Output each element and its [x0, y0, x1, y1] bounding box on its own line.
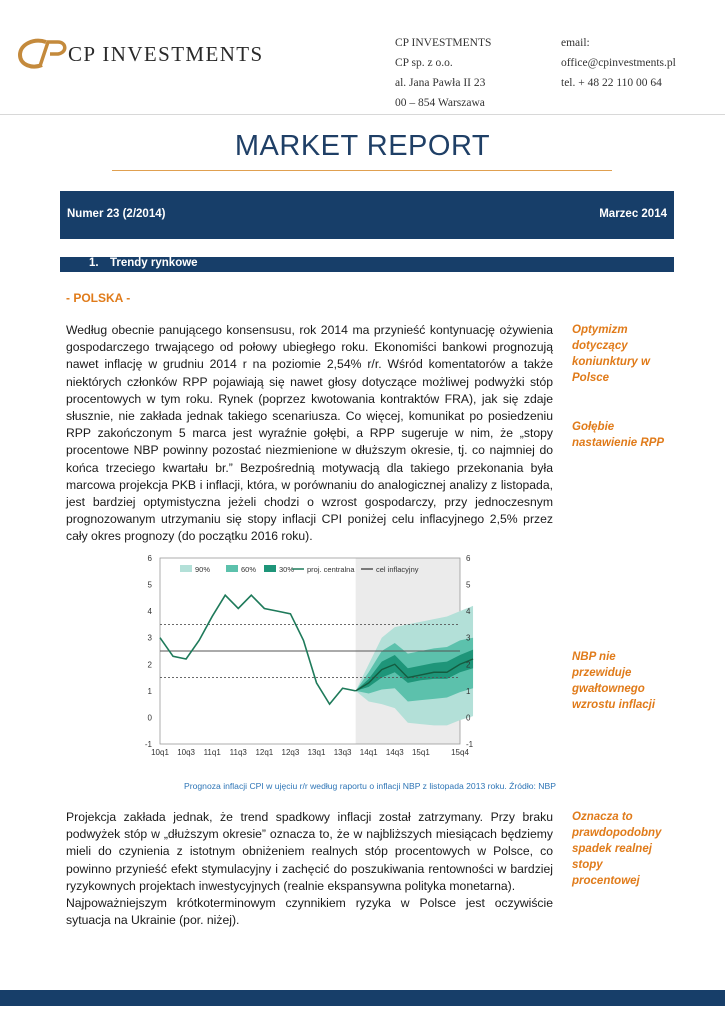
y-tick-label-left: 1 [147, 686, 152, 696]
x-tick-label: 15q1 [411, 748, 430, 757]
x-tick-label: 13q1 [307, 748, 326, 757]
y-tick-label-left: 2 [147, 660, 152, 670]
y-tick-label-left: 0 [147, 713, 152, 723]
x-tick-label: 13q3 [333, 748, 352, 757]
y-tick-label-right: 0 [466, 713, 471, 723]
y-tick-label-left: -1 [144, 740, 152, 749]
legend-label: 30% [279, 565, 295, 574]
paragraph-text: Projekcja zakłada jednak, że trend spadkowy inflacji został zatrzymany. Przy braku podwyżek stóp w „dłuższym okresie” oznacza to, że w najbliższych miesiącach będziemy mieli do czynienia z istotnym obniżeniem realnych stóp procentowych w Polsce, co powinno przynieść efekt stymulacyjny i zachęcić do poszukiwania rentowności w bardziej ryzykownych projektach inwestycyjnych (realnie ekspansywna polityka monetarna). [66, 810, 553, 893]
legend-swatch [226, 565, 238, 572]
legend-label: 90% [195, 565, 211, 574]
logo-text: CP INVESTMENTS [68, 42, 264, 66]
page-title: MARKET REPORT [234, 130, 491, 162]
sidebar-note: Oznacza to prawdopodobny spadek realnej stopy procentowej [572, 811, 662, 887]
paragraph-2 [66, 809, 553, 929]
legend-label: cel inflacyjny [376, 565, 419, 574]
y-tick-label-right: -1 [466, 740, 474, 749]
x-tick-label: 11q1 [203, 748, 221, 757]
legend-label: proj. centralna [307, 565, 355, 574]
y-tick-label-right: 5 [466, 580, 471, 590]
paragraph-1 [66, 322, 553, 546]
address-line: CP INVESTMENTS [395, 37, 492, 49]
y-tick-label-right: 3 [466, 633, 471, 643]
inflation-projection-chart [144, 549, 474, 779]
legend-swatch [264, 565, 276, 572]
y-tick-label-left: 5 [147, 580, 152, 590]
logo [16, 36, 276, 76]
sidebar-note: NBP nie przewiduje gwałtownego wzrostu inflacji [572, 651, 656, 711]
y-tick-label-right: 2 [466, 660, 471, 670]
y-tick-label-left: 3 [147, 633, 152, 643]
x-tick-label: 14q3 [385, 748, 404, 757]
address-line: al. Jana Pawła II 23 [395, 77, 486, 89]
x-tick-label: 12q1 [255, 748, 274, 757]
company-address [395, 33, 545, 113]
company-contact [561, 33, 721, 93]
y-tick-label-right: 1 [466, 686, 471, 696]
section-number: 1. [89, 257, 99, 269]
x-tick-label: 15q4 [451, 748, 469, 757]
email-link[interactable]: office@cpinvestments.pl [561, 57, 676, 69]
x-tick-label: 11q3 [229, 748, 247, 757]
y-tick-label-left: 6 [147, 554, 152, 563]
y-tick-label-right: 6 [466, 554, 471, 563]
email-label: email: [561, 37, 590, 49]
x-tick-label: 10q3 [177, 748, 195, 757]
issue-number: Numer 23 (2/2014) [67, 208, 166, 220]
section-label: Trendy rynkowe [110, 257, 198, 269]
address-line: CP sp. z o.o. [395, 57, 453, 69]
header-divider [0, 114, 725, 115]
cpi-history-line [160, 595, 356, 704]
section-heading [60, 257, 674, 272]
address-line: 00 – 854 Warszawa [395, 97, 485, 109]
logo-mark-icon [16, 36, 70, 72]
x-tick-label: 10q1 [151, 748, 169, 757]
legend-swatch [180, 565, 192, 572]
region-heading: - POLSKA - [66, 291, 131, 305]
paragraph-text: Najpoważniejszym krótkoterminowym czynnikiem ryzyka w Polsce jest oczywiście sytuacja na Ukrainie (por. niżej). [66, 896, 553, 928]
y-tick-label-left: 4 [147, 607, 152, 617]
issue-banner [60, 191, 674, 239]
sidebar-note: Gołębie nastawienie RPP [572, 421, 665, 449]
x-tick-label: 14q1 [359, 748, 378, 757]
title-underline [112, 170, 612, 171]
chart-caption: Prognoza inflacji CPI w ujęciu r/r według raportu o inflacji NBP z listopada 2013 roku. Źródło: NBP [184, 781, 556, 791]
legend-label: 60% [241, 565, 257, 574]
y-tick-label-right: 4 [466, 607, 471, 617]
sidebar-note: Optymizm dotyczący koniunktury w Polsce [572, 324, 650, 384]
x-tick-label: 12q3 [281, 748, 300, 757]
paragraph-text: Według obecnie panującego konsensusu, rok 2014 ma przynieść kontynuację ożywienia gospodarczego trwającego od połowy ubiegłego roku. Ekonomiści bankowi prognozują nawet inflację w grudniu 2014 r na poziomie 2,54% r/r. Wśród komentatorów a także niektórych członków RPP pojawiają się nawet głosy dotyczące możliwej podwyżki stóp procentowych w tym roku. Rynek (poprzez kwotowania kontraktów FRA), jak się zdaje słusznie, nie zakłada jednak takiego scenariusza. Co więcej, komunikat po posiedzeniu RPP zakończonym 5 marca jest wyraźnie gołębi, a RPP sugeruje w nim, że „stopy procentowe NBP powinny pozostać niezmienione w dłuższym okresie, tj. co najmniej do końca trzeciego kwartału br.” Bezpośrednią motywacją dla takiego przekonania była marcowa projekcja PKB i inflacji, która, w porównaniu do analogicznej analizy z listopada, jest bardziej optymistyczna jeżeli chodzi o wzrost gospodarczy, przy jednoczesnym prognozowanym utrzymaniu się stopy inflacji CPI poniżej celu inflacyjnego 2,5% przez cały okres prognozy (do początku 2016 roku). [66, 323, 553, 544]
issue-date: Marzec 2014 [599, 208, 667, 220]
footer-bar [0, 990, 725, 1006]
phone-number: tel. + 48 22 110 00 64 [561, 77, 662, 89]
